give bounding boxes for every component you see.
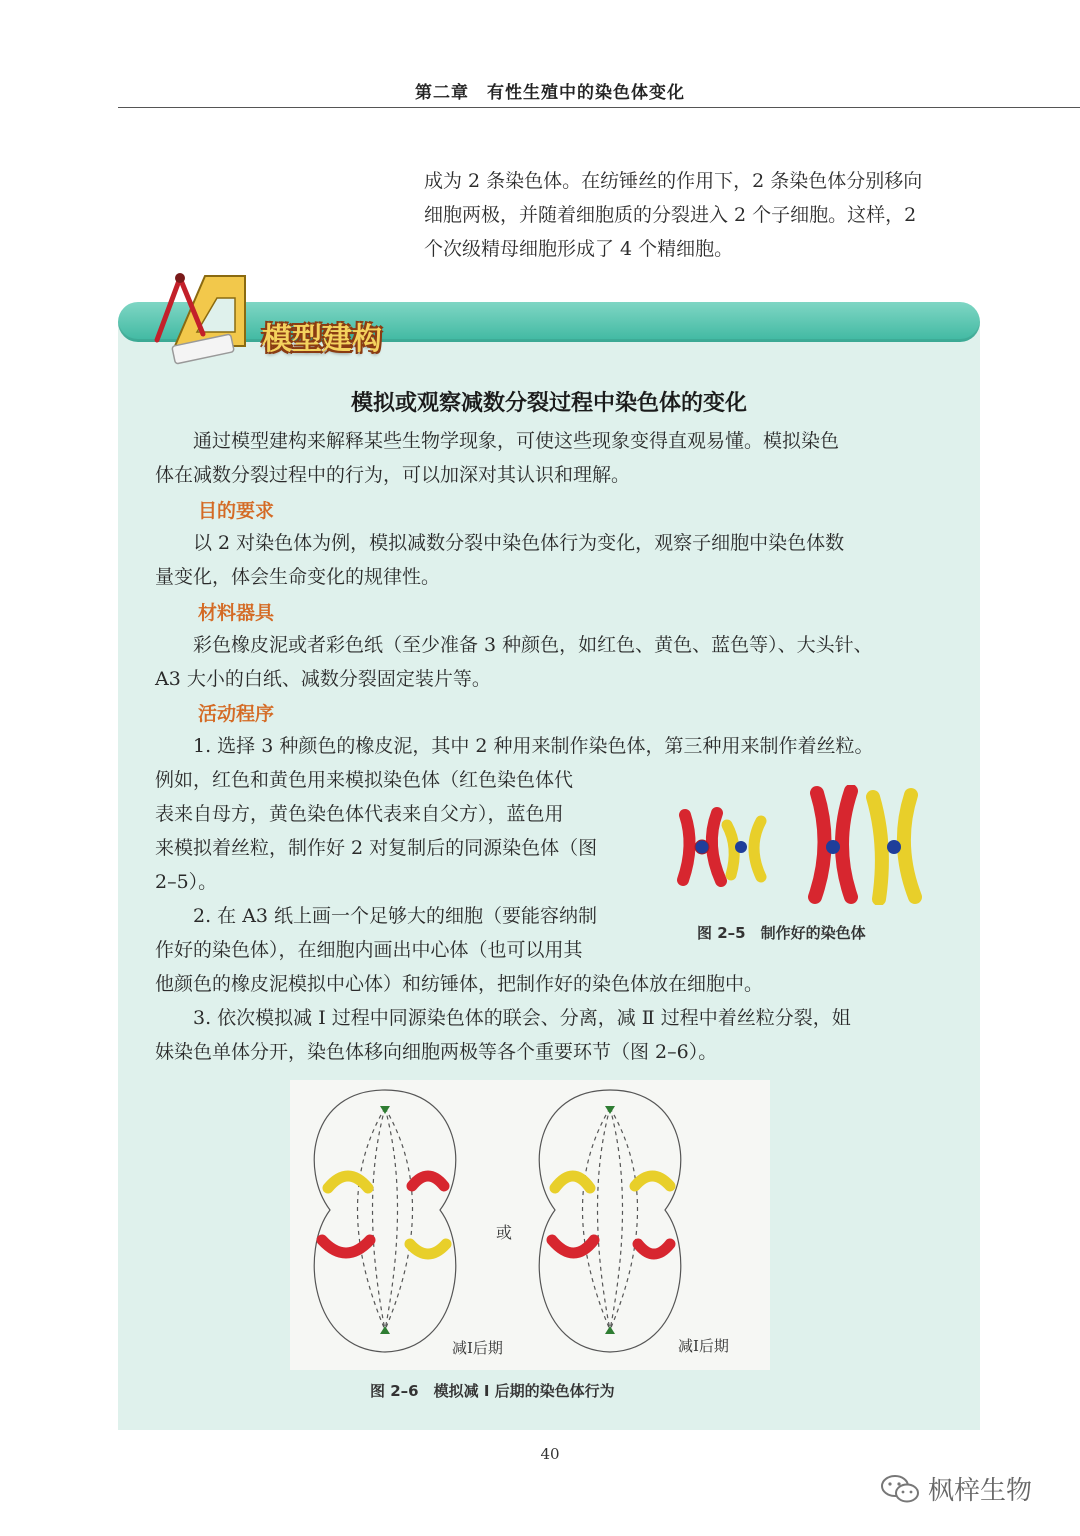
step1-paragraph xyxy=(155,763,655,899)
figure-2-6-cells xyxy=(290,1080,770,1370)
compass-ruler-icon xyxy=(145,268,255,368)
red-chromosome-large xyxy=(815,791,851,897)
banner-title: 模型建构 xyxy=(262,322,382,357)
watermark-text: 枫梓生物 xyxy=(928,1476,1033,1506)
figure-or-label: 或 xyxy=(496,1223,513,1242)
text-line: 3. 依次模拟减 Ⅰ 过程中同源染色体的联会、分离，减 Ⅱ 过程中着丝粒分裂，姐 xyxy=(155,1007,851,1029)
yellow-chromosome-small xyxy=(727,821,761,877)
step2-last-line: 他颜色的橡皮泥模拟中心体）和纺锤体，把制作好的染色体放在细胞中。 xyxy=(155,973,764,995)
step2-paragraph xyxy=(155,899,655,967)
heading-materials: 材料器具 xyxy=(198,602,275,624)
intro-line: 成为 2 条染色体。在纺锤丝的作用下，2 条染色体分别移向 xyxy=(424,170,923,192)
intro-paragraph xyxy=(424,164,984,266)
text-line: 例如，红色和黄色用来模拟染色体（红色染色体代 xyxy=(155,769,574,791)
chapter-header: 第二章 有性生殖中的染色体变化 xyxy=(415,83,685,103)
text-line: 来模拟着丝粒，制作好 2 对复制后的同源染色体（图 xyxy=(155,837,598,859)
figure-2-6-caption: 图 2–6 模拟减 Ⅰ 后期的染色体行为 xyxy=(370,1382,615,1400)
text-line: 量变化，体会生命变化的规律性。 xyxy=(155,566,441,588)
text-line: 妹染色单体分开，染色体移向细胞两极等各个重要环节（图 2–6）。 xyxy=(155,1041,718,1063)
page-number: 40 xyxy=(540,1445,560,1463)
activity-intro xyxy=(155,424,947,492)
step3-paragraph xyxy=(155,1001,947,1069)
text-line: 通过模型建构来解释某些生物学现象，可使这些现象变得直观易懂。模拟染色 xyxy=(155,430,840,452)
text-line: 2–5）。 xyxy=(155,871,218,893)
red-chromosome-small xyxy=(683,813,721,881)
right-stage-label: 减Ⅰ后期 xyxy=(678,1337,729,1355)
text-line: 以 2 对染色体为例，模拟减数分裂中染色体行为变化，观察子细胞中染色体数 xyxy=(155,532,845,554)
intro-line: 个次级精母细胞形成了 4 个精细胞。 xyxy=(424,238,734,260)
yellow-chromosome-large xyxy=(873,795,915,899)
wechat-icon xyxy=(880,1473,920,1505)
figure-2-5-chromosomes xyxy=(665,785,935,905)
text-line: 作好的染色体），在细胞内画出中心体（也可以用其 xyxy=(155,939,583,961)
heading-procedure: 活动程序 xyxy=(198,703,275,725)
intro-line: 细胞两极，并随着细胞质的分裂进入 2 个子细胞。这样，2 xyxy=(424,204,917,226)
watermark xyxy=(880,1470,1032,1507)
text-line: 2. 在 A3 纸上画一个足够大的细胞（要能容纳制 xyxy=(155,905,598,927)
goal-paragraph xyxy=(155,526,947,594)
text-line: 彩色橡皮泥或者彩色纸（至少准备 3 种颜色，如红色、黄色、蓝色等）、大头针、 xyxy=(155,634,873,656)
figure-2-5-caption: 图 2–5 制作好的染色体 xyxy=(697,924,866,942)
text-line: 表来自母方，黄色染色体代表来自父方），蓝色用 xyxy=(155,803,564,825)
header-divider xyxy=(118,107,1080,108)
left-stage-label: 减Ⅰ后期 xyxy=(452,1339,503,1357)
step1-first-line: 1. 选择 3 种颜色的橡皮泥，其中 2 种用来制作染色体，第三种用来制作着丝粒。 xyxy=(155,735,874,757)
text-line: 体在减数分裂过程中的行为，可以加深对其认识和理解。 xyxy=(155,464,631,486)
heading-goal: 目的要求 xyxy=(198,500,275,522)
text-line: A3 大小的白纸、减数分裂固定装片等。 xyxy=(155,668,491,690)
materials-paragraph xyxy=(155,628,947,696)
activity-title: 模拟或观察减数分裂过程中染色体的变化 xyxy=(350,391,747,416)
